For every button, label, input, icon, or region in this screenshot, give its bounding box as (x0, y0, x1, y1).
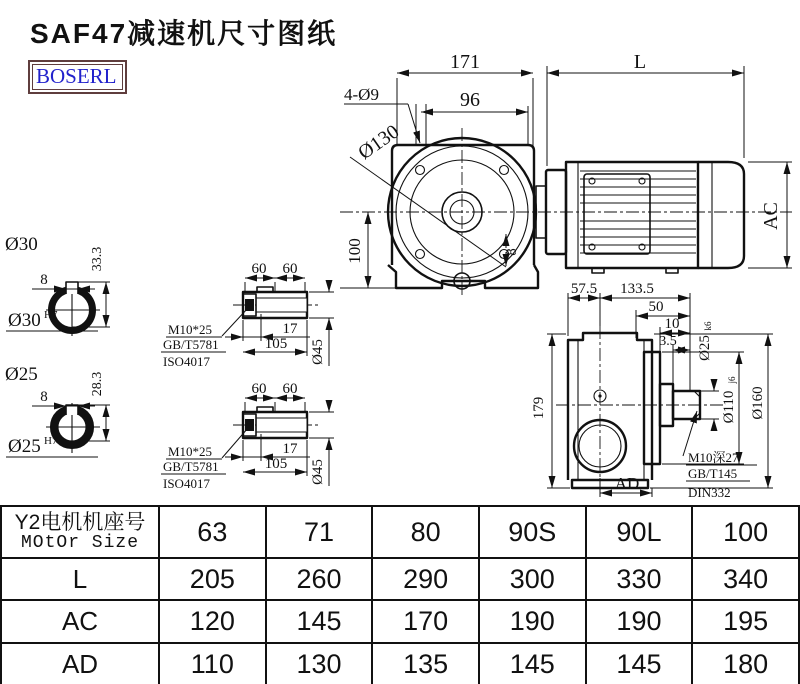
label-bolt: M10*25 (168, 322, 213, 337)
cell-AD-90l: 145 (586, 643, 693, 684)
col-90s: 90S (479, 506, 586, 558)
hollow-shaft-2 (161, 381, 334, 491)
dim-17: 17 (282, 321, 298, 337)
dim-60a-2: 60 (251, 381, 267, 397)
table-header-row (1, 506, 799, 558)
dim-AD: AD (614, 474, 640, 493)
label-d25h7: Ø25 (8, 436, 41, 457)
motor-dimension-table (0, 505, 800, 684)
header-motor-size-cn: Y2电机机座号 (14, 510, 146, 534)
front-view-gearmotor (340, 51, 792, 298)
row-label-AC: AC (1, 600, 159, 643)
label-std2: ISO4017 (163, 354, 210, 369)
dim-d110-tol: j6 (727, 376, 737, 384)
page-title: SAF47减速机尺寸图纸 (30, 18, 338, 49)
dim-60b-2: 60 (282, 381, 298, 397)
label-tap: M10深27 (688, 450, 739, 465)
dim-105: 105 (264, 336, 288, 352)
label-tap-std2: DIN332 (688, 485, 731, 500)
shaft-section-30 (5, 234, 110, 336)
label-bolt-2: M10*25 (168, 444, 213, 459)
cell-AC-100: 195 (692, 600, 799, 643)
dim-33-3: 33.3 (90, 246, 105, 272)
dim-key8-2: 8 (40, 389, 48, 405)
col-63: 63 (159, 506, 266, 558)
dim-60b: 60 (282, 261, 298, 277)
row-label-L: L (1, 558, 159, 600)
col-100: 100 (692, 506, 799, 558)
label-4xd9: 4-Ø9 (344, 85, 379, 104)
dim-8-gap: 8 (504, 248, 520, 256)
label-std1-2: GB/T5781 (163, 459, 219, 474)
label-tap-std1: GB/T145 (688, 466, 738, 481)
dim-3-5: 3.5 (659, 334, 677, 349)
dim-d160: Ø160 (750, 386, 766, 420)
side-view-gearbox (531, 281, 773, 500)
table-row-AC (1, 600, 799, 643)
dim-133-5: 133.5 (620, 281, 654, 297)
dim-179: 179 (531, 396, 547, 420)
label-std2-2: ISO4017 (163, 476, 210, 491)
cell-AD-100: 180 (692, 643, 799, 684)
col-71: 71 (266, 506, 373, 558)
cell-AD-90s: 145 (479, 643, 586, 684)
cell-AD-71: 130 (266, 643, 373, 684)
cell-L-63: 205 (159, 558, 266, 600)
dim-AC: AC (760, 202, 782, 230)
label-d30h7-tol: H7 (44, 309, 58, 321)
hollow-shaft-1 (161, 261, 334, 369)
label-d25: Ø25 (5, 364, 38, 385)
dim-L: L (633, 51, 647, 73)
dim-105-2: 105 (264, 456, 288, 472)
label-d130: Ø130 (354, 120, 404, 165)
col-90l: 90L (586, 506, 693, 558)
shaft-section-25 (5, 364, 110, 457)
dim-d110: Ø110 (721, 390, 737, 424)
col-80: 80 (372, 506, 479, 558)
dim-d25k6-tol: k6 (703, 321, 713, 331)
row-label-AD: AD (1, 643, 159, 684)
cell-AD-63: 110 (159, 643, 266, 684)
dim-d45: Ø45 (310, 339, 326, 365)
dim-d45-2: Ø45 (310, 459, 326, 485)
label-d25h7-tol: H7 (44, 435, 58, 447)
table-row-AD (1, 643, 799, 684)
label-d30: Ø30 (5, 234, 38, 255)
dim-d25k6: Ø25 (697, 335, 713, 361)
cell-AC-71: 145 (266, 600, 373, 643)
dim-key8: 8 (40, 272, 48, 288)
cell-AC-90l: 190 (586, 600, 693, 643)
cell-AC-90s: 190 (479, 600, 586, 643)
dim-50: 50 (648, 299, 664, 315)
cell-AC-80: 170 (372, 600, 479, 643)
cell-L-71: 260 (266, 558, 373, 600)
cell-L-90l: 330 (586, 558, 693, 600)
cell-L-90s: 300 (479, 558, 586, 600)
dim-28-3: 28.3 (90, 371, 105, 397)
dim-17-2: 17 (282, 441, 298, 457)
dim-10: 10 (664, 316, 680, 332)
dim-100: 100 (345, 238, 364, 264)
header-motor-size (1, 506, 159, 558)
dim-57-5: 57.5 (570, 281, 598, 297)
header-motor-size-en: MOtOr Size (20, 532, 140, 553)
cell-AC-63: 120 (159, 600, 266, 643)
label-d30h7: Ø30 (8, 310, 41, 331)
cell-AD-80: 135 (372, 643, 479, 684)
brand-logo: BOSERL (28, 60, 127, 94)
cell-L-80: 290 (372, 558, 479, 600)
dim-96: 96 (460, 89, 480, 111)
label-std1: GB/T5781 (163, 337, 219, 352)
table-row-L (1, 558, 799, 600)
dim-60a: 60 (251, 261, 267, 277)
cell-L-100: 340 (692, 558, 799, 600)
dim-171: 171 (450, 51, 480, 73)
